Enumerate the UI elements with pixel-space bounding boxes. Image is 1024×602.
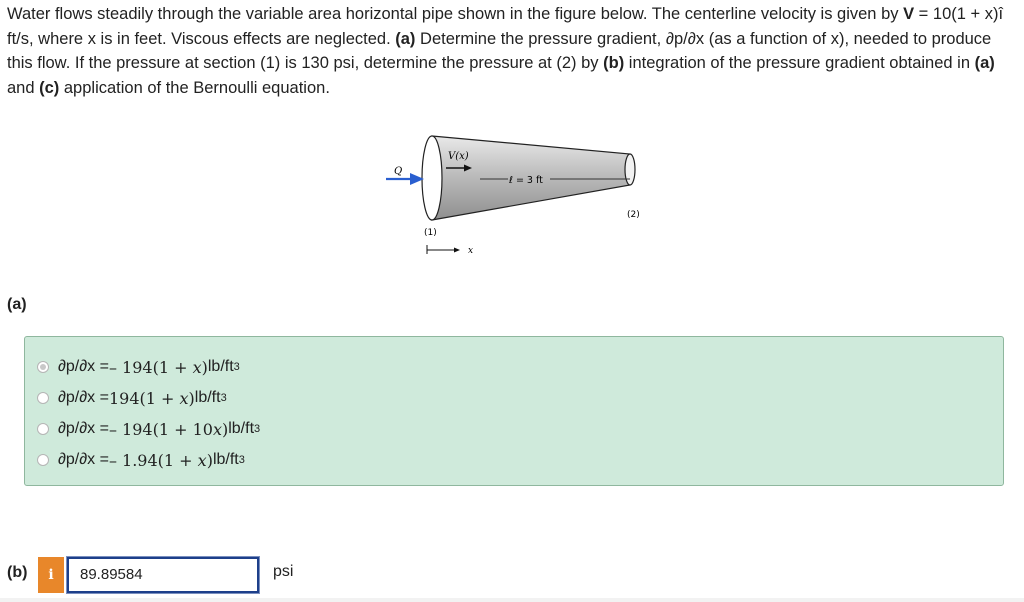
radio-button[interactable] (37, 361, 49, 373)
choice-option-1[interactable]: ∂p/∂x = – 194(1 + x) lb/ft 3 (37, 355, 240, 379)
problem-statement: Water flows steadily through the variable area horizontal pipe shown in the figure below. The centerline velocity is given by V = 10(1 + x)î ft/s, where x is in feet. Viscous effects are neglected. (a) Determine the pressure gradient, ∂p/∂x (as a function of x), needed to produce this flow. If the pressure at section (1) is 130 psi, determine the pressure at (2) by (b) integration of the pressure gradient obtained in (a) and (c) application of the Bernoulli equation. (7, 5, 1004, 97)
answer-unit: psi (273, 563, 294, 580)
velocity-label: V(x) (448, 151, 469, 162)
x-axis-arrow (454, 248, 460, 253)
choice-option-4[interactable]: ∂p/∂x = – 1.94(1 + x) lb/ft 3 (37, 448, 245, 472)
radio-button[interactable] (37, 423, 49, 435)
pipe-figure (380, 128, 660, 263)
radio-button[interactable] (37, 454, 49, 466)
radio-button[interactable] (37, 392, 49, 404)
page-bottom-edge (0, 598, 1024, 602)
outlet-section-2 (625, 154, 635, 185)
inlet-section-1 (422, 136, 442, 220)
info-icon[interactable]: i (38, 557, 64, 593)
x-axis-label: x (468, 246, 474, 256)
flow-q-label: Q (394, 166, 403, 177)
part-b-label: (b) (7, 564, 28, 581)
choice-option-3[interactable]: ∂p/∂x = – 194(1 + 10x) lb/ft 3 (37, 417, 260, 441)
answer-input[interactable]: 89.89584 (67, 557, 259, 593)
part-a-label: (a) (7, 296, 27, 313)
length-label: ℓ = 3 ft (509, 175, 543, 186)
choices-panel (24, 336, 1004, 486)
section-2-label: (2) (627, 210, 640, 220)
section-1-label: (1) (424, 228, 437, 238)
choice-option-2[interactable]: ∂p/∂x = 194(1 + x) lb/ft 3 (37, 386, 227, 410)
velocity-symbol: V (903, 5, 915, 23)
